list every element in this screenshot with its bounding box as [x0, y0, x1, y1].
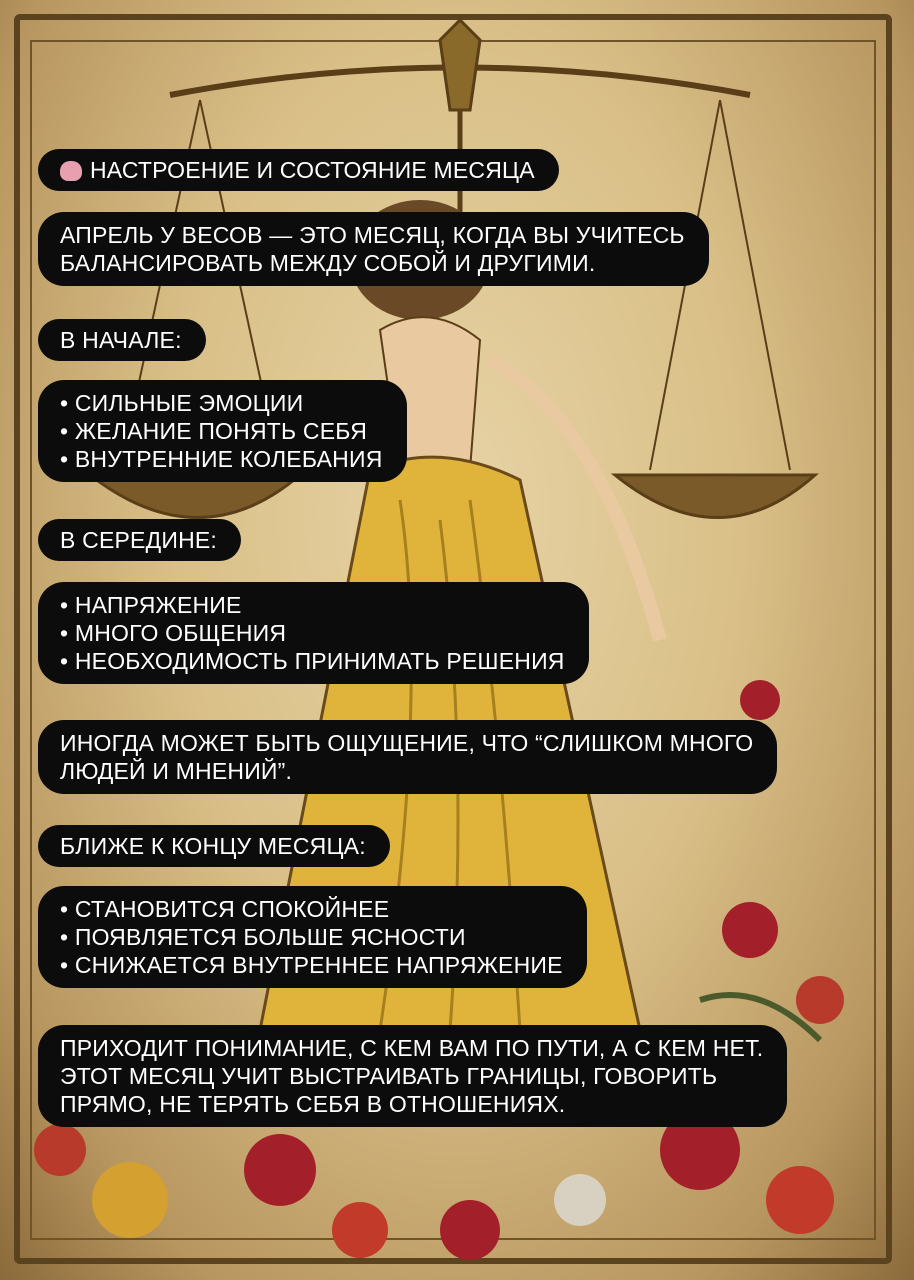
- middle-label: [38, 519, 241, 561]
- list-item: • ВНУТРЕННИЕ КОЛЕБАНИЯ: [60, 446, 383, 472]
- end-list: [38, 886, 587, 988]
- end-label: [38, 825, 390, 867]
- start-list: [38, 380, 407, 482]
- feeling-line: ИНОГДА МОЖЕТ БЫТЬ ОЩУЩЕНИЕ, ЧТО “СЛИШКОМ МНОГО: [60, 730, 754, 756]
- list-item: • МНОГО ОБЩЕНИЯ: [60, 620, 287, 646]
- heading-text: НАСТРОЕНИЕ И СОСТОЯНИЕ МЕСЯЦА: [90, 157, 535, 183]
- middle-label-text: В СЕРЕДИНЕ:: [60, 527, 218, 553]
- conclusion-line: ПРЯМО, НЕ ТЕРЯТЬ СЕБЯ В ОТНОШЕНИЯХ.: [60, 1091, 566, 1117]
- intro-line: АПРЕЛЬ У ВЕСОВ — ЭТО МЕСЯЦ, КОГДА ВЫ УЧИТЕСЬ: [60, 222, 685, 248]
- end-label-text: БЛИЖЕ К КОНЦУ МЕСЯЦА:: [60, 833, 366, 859]
- list-item: • ЖЕЛАНИЕ ПОНЯТЬ СЕБЯ: [60, 418, 368, 444]
- feeling-text: [38, 720, 777, 794]
- intro-line: БАЛАНСИРОВАТЬ МЕЖДУ СОБОЙ И ДРУГИМИ.: [60, 250, 596, 276]
- brain-icon: [60, 161, 82, 181]
- intro-text: [38, 212, 709, 286]
- conclusion-line: ПРИХОДИТ ПОНИМАНИЕ, С КЕМ ВАМ ПО ПУТИ, А С КЕМ НЕТ.: [60, 1035, 764, 1061]
- list-item: • СИЛЬНЫЕ ЭМОЦИИ: [60, 390, 304, 416]
- list-item: • НЕОБХОДИМОСТЬ ПРИНИМАТЬ РЕШЕНИЯ: [60, 648, 565, 674]
- conclusion-line: ЭТОТ МЕСЯЦ УЧИТ ВЫСТРАИВАТЬ ГРАНИЦЫ, ГОВОРИТЬ: [60, 1063, 718, 1089]
- list-item: • ПОЯВЛЯЕТСЯ БОЛЬШЕ ЯСНОСТИ: [60, 924, 466, 950]
- section-heading: [38, 149, 559, 191]
- start-label: [38, 319, 206, 361]
- feeling-line: ЛЮДЕЙ И МНЕНИЙ”.: [60, 758, 293, 784]
- list-item: • СНИЖАЕТСЯ ВНУТРЕННЕЕ НАПРЯЖЕНИЕ: [60, 952, 563, 978]
- list-item: • СТАНОВИТСЯ СПОКОЙНЕЕ: [60, 896, 390, 922]
- start-label-text: В НАЧАЛЕ:: [60, 327, 182, 353]
- conclusion-text: [38, 1025, 787, 1127]
- list-item: • НАПРЯЖЕНИЕ: [60, 592, 242, 618]
- middle-list: [38, 582, 589, 684]
